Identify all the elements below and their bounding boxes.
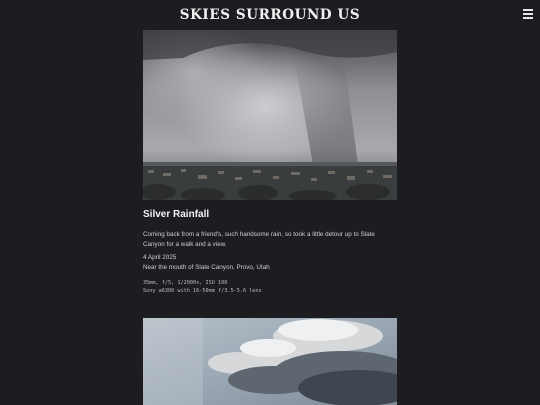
exif-info: [143, 279, 397, 295]
post-date: 4 April 2025: [143, 254, 177, 261]
cloud-photo[interactable]: [143, 318, 397, 405]
post-title[interactable]: Silver Rainfall: [143, 209, 210, 220]
post-location: Near the mouth of Slate Canyon, Provo, Utah: [143, 264, 270, 271]
hamburger-menu-icon[interactable]: [523, 9, 533, 21]
post-clouds: [143, 318, 397, 405]
post-silver-rainfall: [143, 30, 397, 295]
rain-storm-photo[interactable]: [143, 30, 397, 200]
site-header: [0, 0, 540, 30]
exif-camera: Sony a6300 with 16-50mm f/3.5-5.6 lens: [143, 288, 262, 294]
exif-settings: 35mm, f/5, 1/2000s, ISO 100: [143, 280, 228, 286]
site-title[interactable]: SKIES SURROUND US: [179, 7, 361, 23]
post-description: Coming back from a friend's, such handsome rain, so took a little detour up to Slate Canyon for a walk and a view.: [143, 231, 375, 248]
